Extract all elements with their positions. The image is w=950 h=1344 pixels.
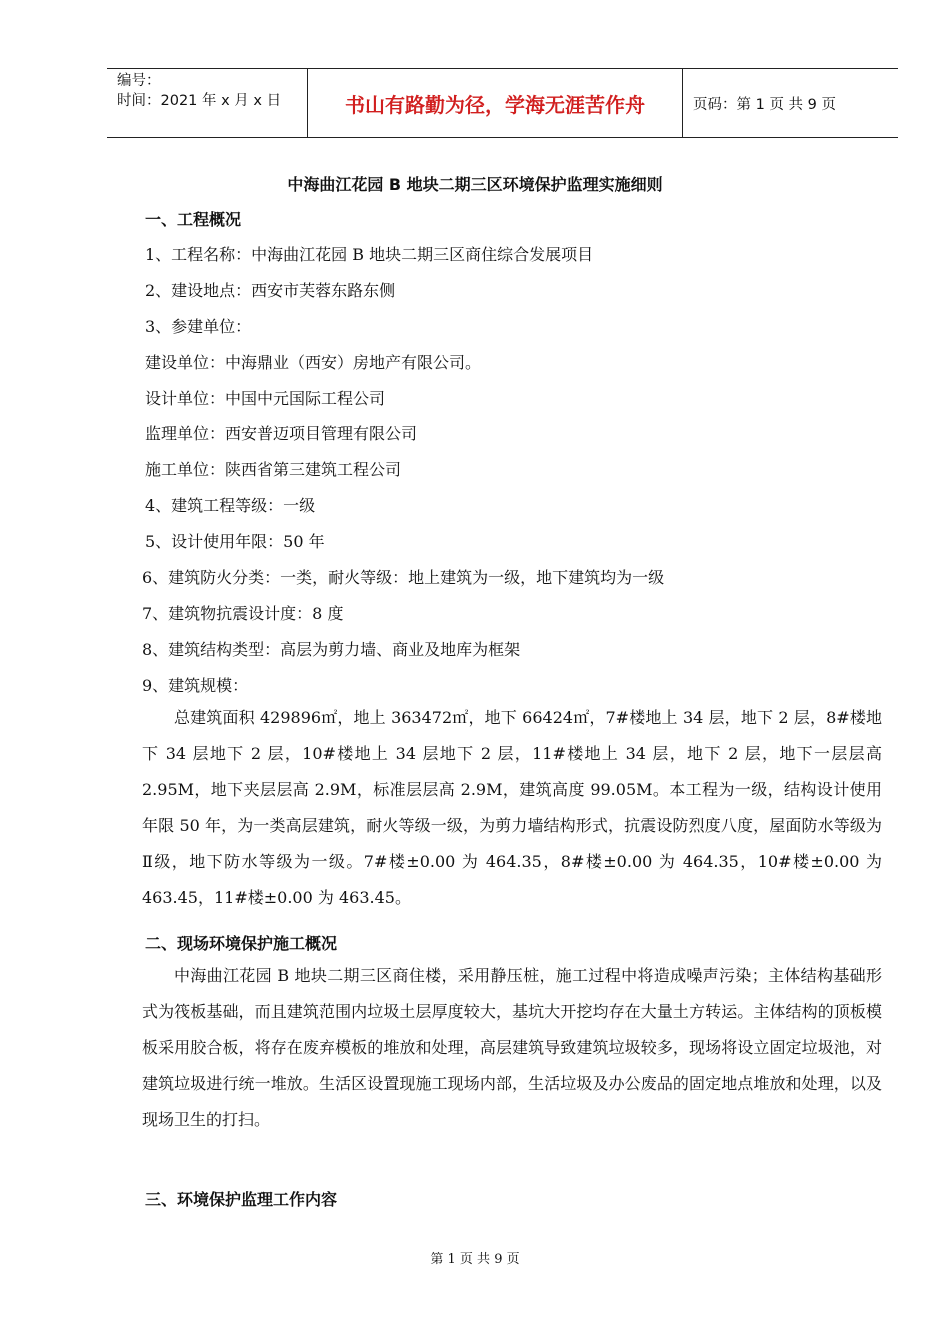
item-service-life: 5、设计使用年限：50 年 bbox=[145, 532, 325, 551]
site-overview-paragraph: 中海曲江花园 B 地块二期三区商住楼，采用静压桩，施工过程中将造成噪声污染；主体结构基础形式为筏板基础，而且建筑范围内垃圾土层厚度较大，基坑大开挖均存在大量土方转运。主体结构的顶板模板采用胶合板，将存在废弃模板的堆放和处理，高层建筑导致建筑垃圾较多，现场将设立固定垃圾池，对建筑垃圾进行统一堆放。生活区设置现施工现场内部，生活垃圾及办公废品的固定地点堆放和处理，以及现场卫生的打扫。 bbox=[142, 966, 882, 1129]
header-motto: 书山有路勤为径，学海无涯苦作舟 bbox=[307, 69, 683, 137]
item-construction-unit: 施工单位：陕西省第三建筑工程公司 bbox=[145, 460, 402, 479]
item-grade: 4、建筑工程等级：一级 bbox=[145, 496, 316, 515]
section-heading-2: 二、现场环境保护施工概况 bbox=[145, 934, 338, 953]
page-header bbox=[107, 68, 898, 138]
item-project-name: 1、工程名称：中海曲江花园 B 地块二期三区商住综合发展项目 bbox=[145, 245, 594, 264]
item-structure-type: 8、建筑结构类型：高层为剪力墙、商业及地库为框架 bbox=[142, 640, 521, 659]
header-meta bbox=[107, 69, 307, 137]
item-owner-unit: 建设单位：中海鼎业（西安）房地产有限公司。 bbox=[145, 353, 482, 372]
item-design-unit: 设计单位：中国中元国际工程公司 bbox=[145, 389, 386, 408]
item-supervision-unit: 监理单位：西安普迈项目管理有限公司 bbox=[145, 424, 418, 443]
item-scale: 9、建筑规模： bbox=[142, 676, 249, 695]
item-location: 2、建设地点：西安市芙蓉东路东侧 bbox=[145, 281, 396, 300]
scale-paragraph: 总建筑面积 429896㎡，地上 363472㎡，地下 66424㎡，7#楼地上 34 层，地下 2 层，8#楼地下 34 层地下 2 层，10#楼地上 34 层地下 2 层，11#楼地上 34 层，地下 2 层，地下一层层高 2.95M，地下夹层层高 2.9M，标准层层高 2.9M，建筑高度 99.05M。本工程为一级，结构设计使用年限 50 年，为一类高层建筑，耐火等级一级，为剪力墙结构形式，抗震设防烈度八度，屋面防水等级为Ⅱ级，地下防水等级为一级。7#楼±0.00 为 464.35，8#楼±0.00 为 464.35，10#楼±0.00 为 463.45，11#楼±0.00 为 463.45。 bbox=[142, 708, 882, 907]
item-fire-class: 6、建筑防火分类：一类，耐火等级：地上建筑为一级，地下建筑均为一级 bbox=[142, 568, 665, 587]
number-label: 编号： bbox=[117, 73, 161, 89]
section-heading-3: 三、环境保护监理工作内容 bbox=[145, 1190, 338, 1209]
header-page-info: 页码：第 1 页 共 9 页 bbox=[693, 96, 836, 113]
item-participants: 3、参建单位： bbox=[145, 317, 252, 336]
time-label: 时间：2021 年 x 月 x 日 bbox=[117, 93, 282, 109]
page-footer: 第 1 页 共 9 页 bbox=[430, 1252, 520, 1267]
document-title: 中海曲江花园 B 地块二期三区环境保护监理实施细则 bbox=[287, 175, 663, 194]
item-seismic: 7、建筑物抗震设计度：8 度 bbox=[142, 604, 344, 623]
section-heading-1: 一、工程概况 bbox=[145, 210, 242, 229]
